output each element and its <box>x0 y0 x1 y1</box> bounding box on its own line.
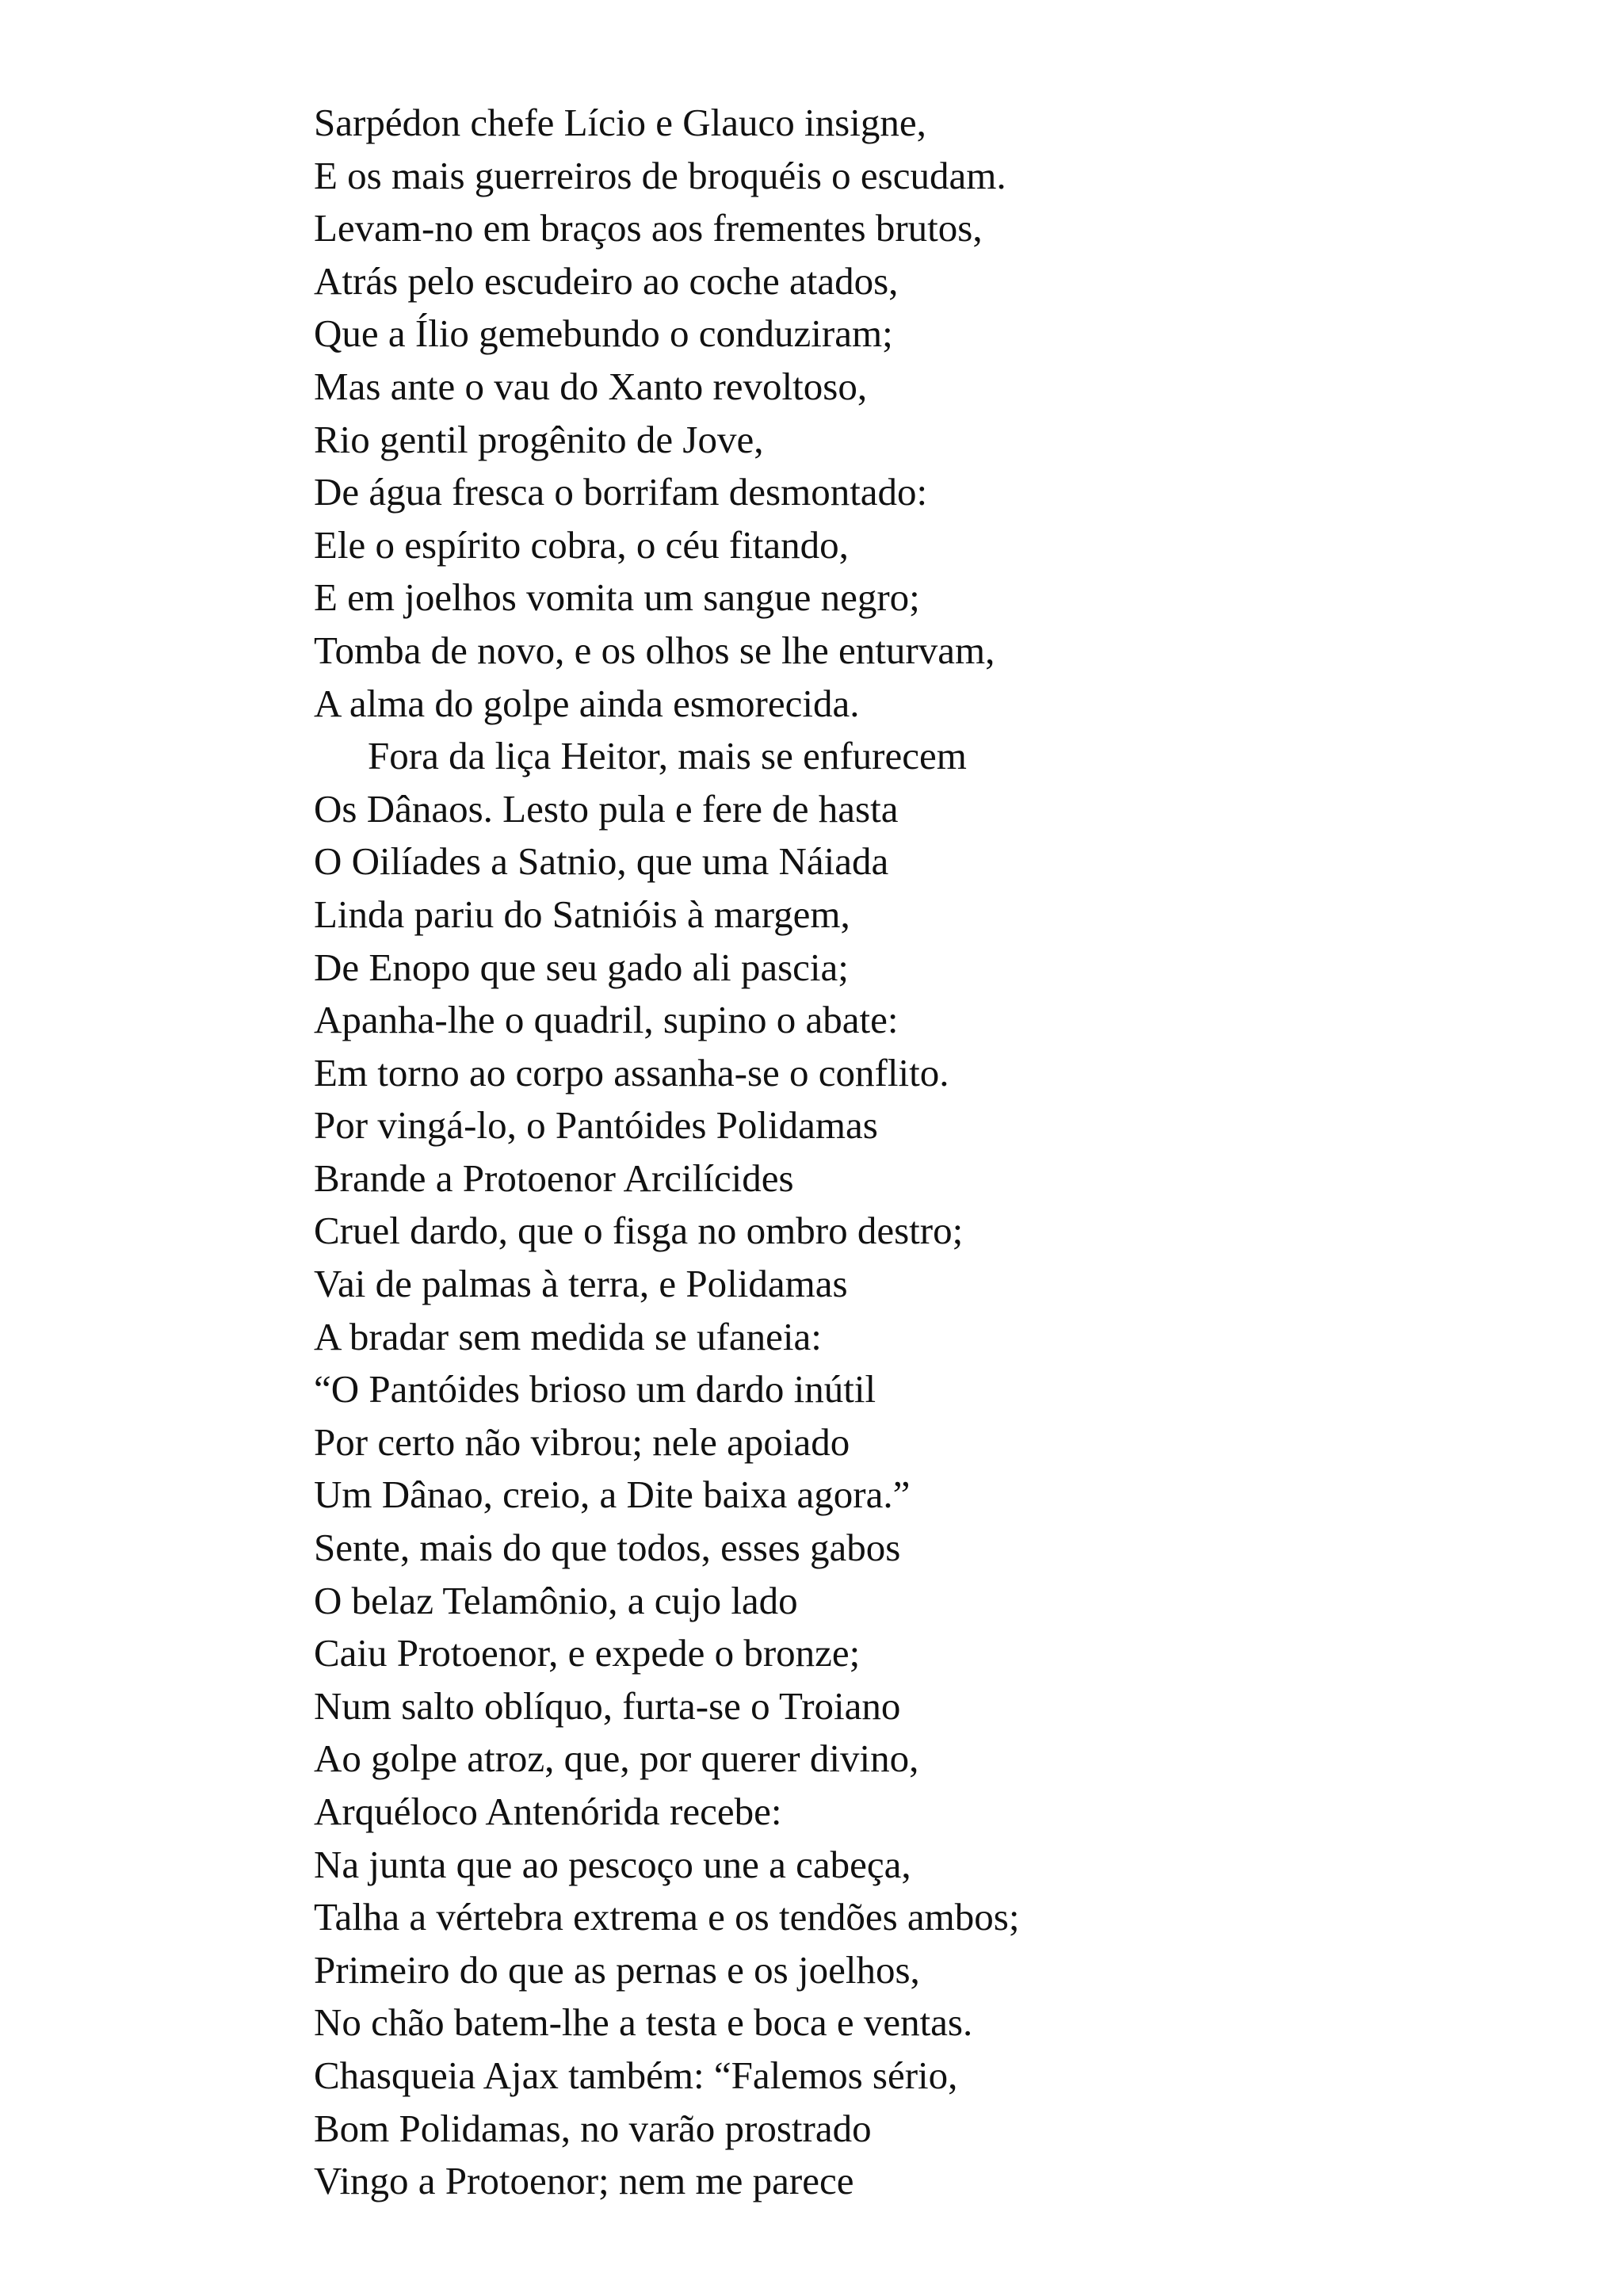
poem-line: Atrás pelo escudeiro ao coche atados, <box>314 258 899 303</box>
poem-line: Cruel dardo, que o fisga no ombro destro; <box>314 1209 964 1253</box>
poem-line: Sente, mais do que todos, esses gabos <box>314 1526 901 1570</box>
poem-line: Os Dânaos. Lesto pula e fere de hasta <box>314 786 899 831</box>
poem-line: De Enopo que seu gado ali pascia; <box>314 945 849 989</box>
poem-line: Em torno ao corpo assanha-se o conflito. <box>314 1050 949 1095</box>
poem-line: Ele o espírito cobra, o céu fitando, <box>314 522 849 567</box>
poem-line: Primeiro do que as pernas e os joelhos, <box>314 1947 920 1992</box>
poem-line: Brande a Protoenor Arcilícides <box>314 1156 794 1200</box>
poem-line: E os mais guerreiros de broquéis o escudam. <box>314 153 1006 197</box>
poem-line: Chasqueia Ajax também: “Falemos sério, <box>314 2053 958 2097</box>
poem-line-indented: Fora da liça Heitor, mais se enfurecem <box>368 734 967 778</box>
poem-line: No chão batem-lhe a testa e boca e ventas. <box>314 2000 973 2045</box>
poem-line: “O Pantóides brioso um dardo inútil <box>314 1367 876 1412</box>
poem-line: Linda pariu do Satnióis à margem, <box>314 892 850 936</box>
poem-line: O Oilíades a Satnio, que uma Náiada <box>314 839 889 884</box>
poem-line: Bom Polidamas, no varão prostrado <box>314 2106 872 2150</box>
poem-line: O belaz Telamônio, a cujo lado <box>314 1578 798 1622</box>
poem-line: E em joelhos vomita um sangue negro; <box>314 575 920 620</box>
poem-line: Um Dânao, creio, a Dite baixa agora.” <box>314 1473 911 1517</box>
poem-line: Ao golpe atroz, que, por querer divino, <box>314 1736 919 1781</box>
poem-line: Mas ante o vau do Xanto revoltoso, <box>314 364 868 408</box>
poem-line: Arquéloco Antenórida recebe: <box>314 1790 782 1833</box>
poem-line: Talha a vértebra extrema e os tendões ambos; <box>314 1895 1020 1939</box>
poem-line: Num salto oblíquo, furta-se o Troiano <box>314 1683 901 1728</box>
poem-line: Levam-no em braços aos frementes brutos, <box>314 206 983 250</box>
poem-text-block <box>314 97 1019 2208</box>
poem-line: Apanha-lhe o quadril, supino o abate: <box>314 998 899 1042</box>
poem-line: Por vingá-lo, o Pantóides Polidamas <box>314 1103 878 1148</box>
poem-line: A bradar sem medida se ufaneia: <box>314 1314 822 1358</box>
poem-line: Sarpédon chefe Lício e Glauco insigne, <box>314 101 926 144</box>
poem-line: Por certo não vibrou; nele apoiado <box>314 1419 850 1464</box>
poem-line: Que a Ílio gemebundo o conduziram; <box>314 311 893 356</box>
poem-line: Vingo a Protoenor; nem me parece <box>314 2159 854 2203</box>
poem-line: A alma do golpe ainda esmorecida. <box>314 681 860 725</box>
poem-line: Vai de palmas à terra, e Polidamas <box>314 1262 848 1306</box>
poem-line: Caiu Protoenor, e expede o bronze; <box>314 1631 861 1675</box>
poem-line: Na junta que ao pescoço une a cabeça, <box>314 1842 911 1886</box>
poem-line: De água fresca o borrifam desmontado: <box>314 470 928 514</box>
poem-line: Tomba de novo, e os olhos se lhe enturvam, <box>314 628 995 672</box>
poem-line: Rio gentil progênito de Jove, <box>314 417 764 461</box>
